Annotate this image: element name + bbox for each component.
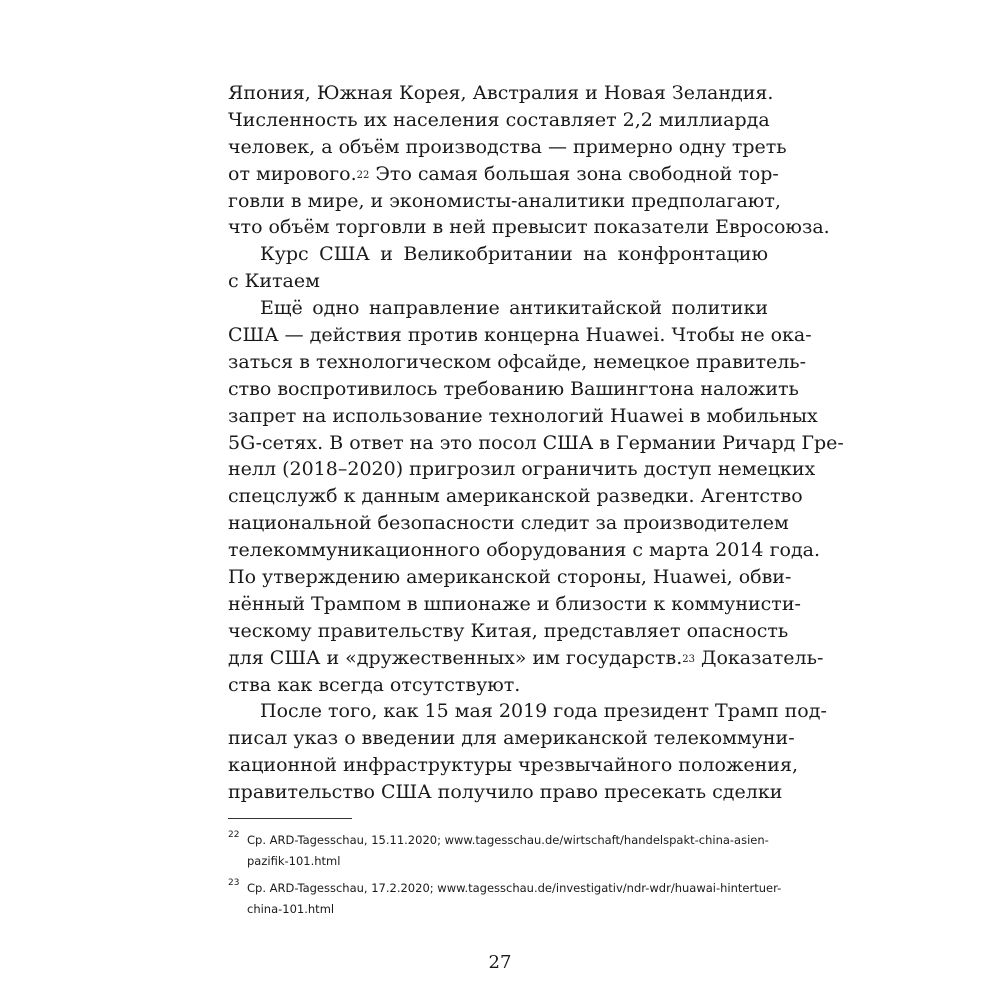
text-line xyxy=(228,645,824,672)
text-line: писал указ о введении для американской телекоммуни- xyxy=(228,727,795,750)
text-line: ство воспротивилось требованию Вашингтона наложить xyxy=(228,377,799,400)
footnote-text: china-101.html xyxy=(247,902,335,916)
footnote-ref-22: 22 xyxy=(356,169,370,181)
footnote-text: pazifik-101.html xyxy=(247,854,341,868)
text-line: с Китаем xyxy=(228,270,320,293)
text-line: ства как всегда отсутствуют. xyxy=(228,673,521,696)
text-line: Курс США и Великобритании на конфронтацию xyxy=(260,243,768,266)
text-line: нённый Трампом в шпионаже и близости к коммунисти- xyxy=(228,592,801,615)
text-line: заться в технологическом офсайде, немецкое правитель- xyxy=(228,350,807,373)
text-segment: Доказатель- xyxy=(701,646,824,669)
text-line: телекоммуникационного оборудования с марта 2014 года. xyxy=(228,539,821,562)
footnote-23 xyxy=(228,878,788,920)
footnotes xyxy=(228,830,788,926)
footnote-22 xyxy=(228,830,788,872)
text-line: спецслужб к данным американской разведки. Агентство xyxy=(228,485,803,508)
text-line: США — действия против концерна Huawei. Чтобы не ока- xyxy=(228,324,812,347)
footnote-text: Ср. ARD-Tagesschau, 17.2.2020; www.tagesschau.de/investigativ/ndr-wdr/huawai-hintertuer- xyxy=(247,881,782,895)
footnote-divider xyxy=(228,818,352,819)
text-line: 5G-сетях. В ответ на это посол США в Германии Ричард Гре- xyxy=(228,431,844,454)
text-line: После того, как 15 мая 2019 года президент Трамп под- xyxy=(260,700,827,723)
text-line: говли в мире, и экономисты-аналитики предполагают, xyxy=(228,189,781,212)
body-text xyxy=(228,80,844,806)
text-line: ческому правительству Китая, представляет опасность xyxy=(228,619,789,642)
footnote-number: 23 xyxy=(228,878,240,888)
text-line: запрет на использование технологий Huawei в мобильных xyxy=(228,404,818,427)
text-line: правительство США получило право пресекать сделки xyxy=(228,781,783,804)
text-line: человек, а объём производства — примерно одну треть xyxy=(228,135,787,158)
text-segment: для США и «дружественных» им государств. xyxy=(228,646,683,669)
text-line: кационной инфраструктуры чрезвычайного положения, xyxy=(228,754,798,777)
text-line: нелл (2018–2020) пригрозил ограничить доступ немецких xyxy=(228,458,816,481)
text-line: Ещё одно направление антикитайской политики xyxy=(260,297,768,320)
text-line: национальной безопасности следит за производителем xyxy=(228,512,789,535)
text-line: что объём торговли в ней превысит показатели Евросоюза. xyxy=(228,216,830,239)
text-segment: от мирового. xyxy=(228,162,357,185)
text-segment: Это самая большая зона свободной тор- xyxy=(375,162,779,185)
footnote-ref-23: 23 xyxy=(682,653,695,665)
footnote-text: Ср. ARD-Tagesschau, 15.11.2020; www.tagesschau.de/wirtschaft/handelspakt-china-asien- xyxy=(247,833,769,847)
footnote-number: 22 xyxy=(228,830,240,840)
page-number: 27 xyxy=(488,952,512,973)
text-line: По утверждению американской стороны, Huawei, обви- xyxy=(228,566,792,589)
text-line: Япония, Южная Корея, Австралия и Новая Зеландия. xyxy=(228,82,774,104)
text-line: Численность их населения составляет 2,2 миллиарда xyxy=(228,108,770,131)
text-line xyxy=(228,161,779,188)
